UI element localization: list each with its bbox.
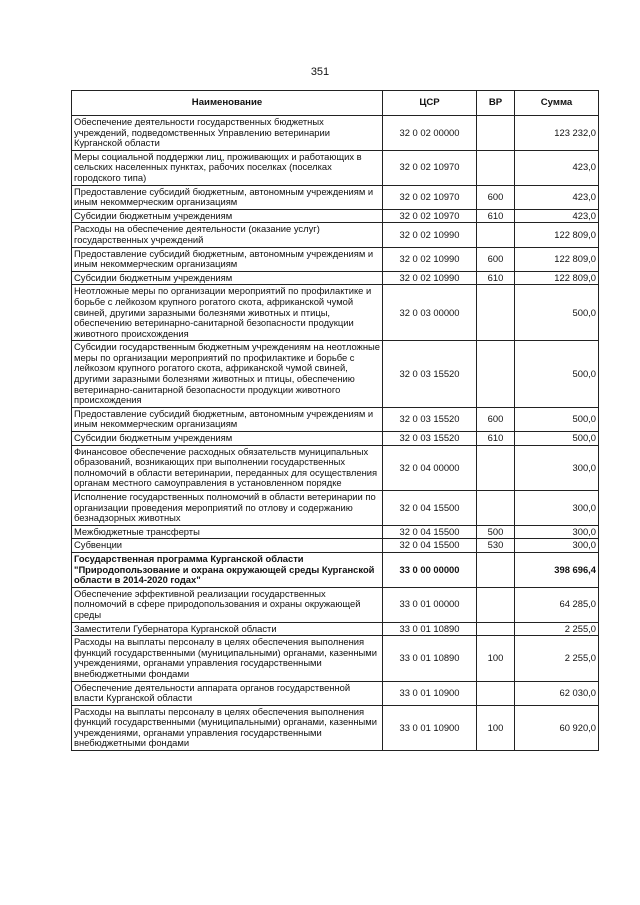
cell-csr: 32 0 04 15500 [383,539,477,553]
cell-sum: 500,0 [515,432,599,446]
cell-sum: 500,0 [515,407,599,431]
table-row [72,636,599,681]
cell-vr [477,681,515,705]
table-row [72,491,599,526]
cell-csr: 33 0 01 10890 [383,622,477,636]
cell-vr: 600 [477,247,515,271]
cell-csr: 33 0 01 10900 [383,705,477,750]
cell-sum: 500,0 [515,341,599,408]
cell-sum: 398 696,4 [515,552,599,587]
cell-sum: 300,0 [515,491,599,526]
cell-name: Заместители Губернатора Курганской области [72,622,383,636]
cell-sum: 423,0 [515,209,599,223]
cell-sum: 300,0 [515,525,599,539]
cell-csr: 32 0 02 10970 [383,150,477,185]
cell-csr: 32 0 02 10970 [383,209,477,223]
table-row [72,271,599,285]
cell-csr: 32 0 03 15520 [383,432,477,446]
cell-sum: 62 030,0 [515,681,599,705]
table-row [72,150,599,185]
table-row [72,223,599,247]
cell-vr [477,587,515,622]
table-row [72,185,599,209]
cell-name: Субсидии бюджетным учреждениям [72,432,383,446]
cell-vr: 600 [477,185,515,209]
cell-vr [477,223,515,247]
table-row [72,432,599,446]
table-row [72,209,599,223]
cell-sum: 300,0 [515,445,599,490]
cell-sum: 123 232,0 [515,116,599,151]
cell-vr [477,116,515,151]
page-number: 351 [310,66,330,78]
cell-csr: 33 0 01 00000 [383,587,477,622]
table-row [72,539,599,553]
table-row [72,247,599,271]
cell-vr: 610 [477,432,515,446]
cell-name: Финансовое обеспечение расходных обязательств муниципальных образований, возникающих при выполнении государственных полномочий в области ветеринарии, переданных для осуществления органам местного самоуправления в установленном порядке [72,445,383,490]
cell-vr [477,445,515,490]
cell-name: Межбюджетные трансферты [72,525,383,539]
cell-csr: 32 0 04 15500 [383,525,477,539]
cell-name: Обеспечение деятельности государственных бюджетных учреждений, подведомственных Управлению ветеринарии Курганской области [72,116,383,151]
cell-name: Государственная программа Курганской области "Природопользование и охрана окружающей среды Курганской области в 2014-2020 годах" [72,552,383,587]
cell-sum: 2 255,0 [515,636,599,681]
cell-vr: 600 [477,407,515,431]
table-row [72,341,599,408]
cell-vr: 100 [477,705,515,750]
cell-sum: 500,0 [515,285,599,341]
cell-name: Расходы на выплаты персоналу в целях обеспечения выполнения функций государственными (муниципальными) органами, казенными учреждениями, органами управления государственными внебюджетными фондами [72,705,383,750]
cell-vr: 100 [477,636,515,681]
table-row [72,525,599,539]
cell-vr [477,150,515,185]
cell-vr: 610 [477,271,515,285]
table-row [72,445,599,490]
cell-name: Субсидии государственным бюджетным учреждениям на неотложные меры по организации мероприятий по профилактике и борьбе с лейкозом крупного рогатого скота, африканской чумой свиней, другими заразными болезнями животных и птицы, обеспечению ветеринарно-санитарной безопасности продукции животного происхождения [72,341,383,408]
cell-name: Субвенции [72,539,383,553]
cell-vr: 530 [477,539,515,553]
cell-csr: 32 0 03 15520 [383,341,477,408]
cell-csr: 33 0 01 10900 [383,681,477,705]
cell-csr: 32 0 02 10990 [383,247,477,271]
cell-sum: 2 255,0 [515,622,599,636]
cell-name: Субсидии бюджетным учреждениям [72,271,383,285]
cell-name: Обеспечение деятельности аппарата органов государственной власти Курганской области [72,681,383,705]
table-row [72,116,599,151]
cell-csr: 32 0 04 15500 [383,491,477,526]
header-csr: ЦСР [383,91,477,116]
cell-csr: 32 0 04 00000 [383,445,477,490]
cell-name: Неотложные меры по организации мероприятий по профилактике и борьбе с лейкозом крупного рогатого скота, африканской чумой свиней, другими заразными болезнями животных и птицы, обеспечению ветеринарно-санитарной безопасности продукции животного происхождения [72,285,383,341]
table-row [72,705,599,750]
cell-csr: 32 0 02 10990 [383,271,477,285]
table-row [72,552,599,587]
budget-table [71,90,599,751]
cell-name: Расходы на выплаты персоналу в целях обеспечения выполнения функций государственными (муниципальными) органами, казенными учреждениями, органами управления государственными внебюджетными фондами [72,636,383,681]
cell-sum: 122 809,0 [515,247,599,271]
table-body [72,116,599,751]
cell-vr [477,552,515,587]
table-row [72,681,599,705]
table-header-row [72,91,599,116]
cell-csr: 32 0 03 00000 [383,285,477,341]
cell-sum: 423,0 [515,185,599,209]
cell-vr: 500 [477,525,515,539]
cell-name: Предоставление субсидий бюджетным, автономным учреждениям и иным некоммерческим организациям [72,407,383,431]
header-name: Наименование [72,91,383,116]
cell-vr [477,341,515,408]
cell-name: Предоставление субсидий бюджетным, автономным учреждениям и иным некоммерческим организациям [72,185,383,209]
cell-sum: 122 809,0 [515,223,599,247]
cell-name: Обеспечение эффективной реализации государственных полномочий в сфере природопользования и охраны окружающей среды [72,587,383,622]
cell-name: Субсидии бюджетным учреждениям [72,209,383,223]
cell-vr [477,622,515,636]
table-row [72,407,599,431]
cell-name: Меры социальной поддержки лиц, проживающих и работающих в сельских населенных пунктах, рабочих поселках (поселках городского типа) [72,150,383,185]
cell-sum: 122 809,0 [515,271,599,285]
cell-sum: 423,0 [515,150,599,185]
header-vr: ВР [477,91,515,116]
cell-sum: 300,0 [515,539,599,553]
cell-csr: 32 0 03 15520 [383,407,477,431]
cell-name: Исполнение государственных полномочий в области ветеринарии по организации проведения мероприятий по отлову и содержанию безнадзорных животных [72,491,383,526]
cell-csr: 33 0 00 00000 [383,552,477,587]
header-sum: Сумма [515,91,599,116]
cell-name: Расходы на обеспечение деятельности (оказание услуг) государственных учреждений [72,223,383,247]
cell-csr: 32 0 02 10990 [383,223,477,247]
cell-name: Предоставление субсидий бюджетным, автономным учреждениям и иным некоммерческим организациям [72,247,383,271]
cell-sum: 60 920,0 [515,705,599,750]
cell-sum: 64 285,0 [515,587,599,622]
table-row [72,622,599,636]
cell-csr: 33 0 01 10890 [383,636,477,681]
cell-vr [477,491,515,526]
table-row [72,285,599,341]
table-row [72,587,599,622]
cell-vr: 610 [477,209,515,223]
cell-vr [477,285,515,341]
cell-csr: 32 0 02 00000 [383,116,477,151]
cell-csr: 32 0 02 10970 [383,185,477,209]
